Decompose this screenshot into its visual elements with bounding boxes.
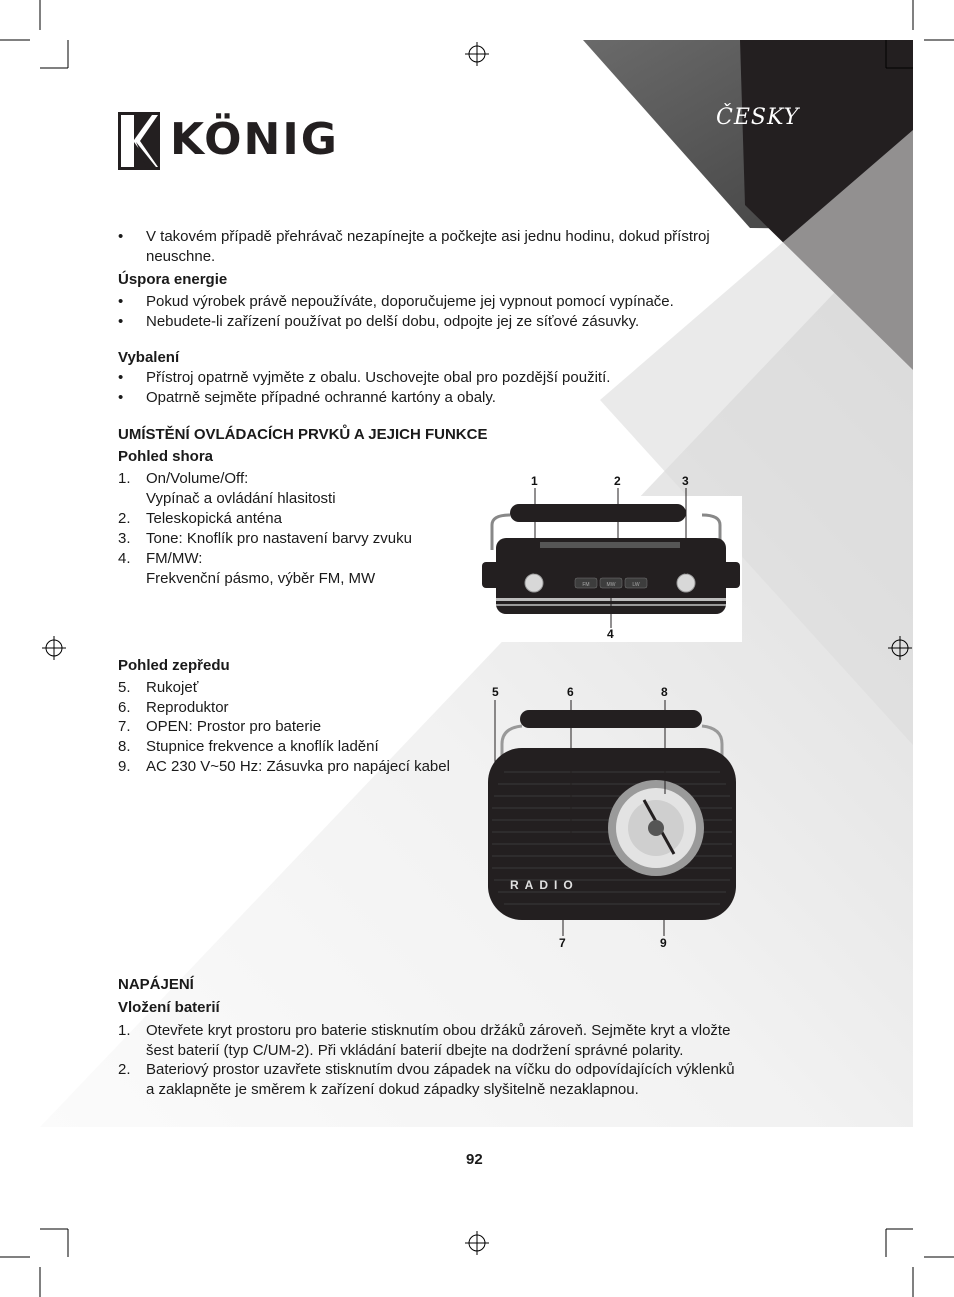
callout-8: 8 xyxy=(661,685,668,699)
battery-item-1-line1: Otevřete kryt prostoru pro baterie stisknutím obou držáků zároveň. Sejměte kryt a vložte xyxy=(146,1022,731,1039)
controls-heading: UMÍSTĚNÍ OVLÁDACÍCH PRVKŮ A JEJICH FUNKCE xyxy=(118,426,488,443)
front-item-7: OPEN: Prostor pro baterie xyxy=(146,718,322,735)
battery-item-1-line2: šest baterií (typ C/UM-2). Při vkládání baterií dbejte na dodržení správné polarity. xyxy=(146,1042,684,1059)
radio-front-view-illustration xyxy=(484,682,740,952)
top-view-heading: Pohled shora xyxy=(118,448,214,465)
front-item-8: Stupnice frekvence a knoflík ladění xyxy=(146,738,379,755)
page-number: 92 xyxy=(466,1151,483,1168)
fm-button-label: FM xyxy=(582,582,590,588)
top-item-1-line2: Vypínač a ovládání hlasitosti xyxy=(146,490,336,507)
top-item-1-line1: On/Volume/Off: xyxy=(146,470,249,487)
callout-3: 3 xyxy=(682,474,689,488)
top-item-2: Teleskopická anténa xyxy=(146,510,282,527)
list-number: 4. xyxy=(118,550,131,567)
callout-4: 4 xyxy=(607,627,614,641)
list-number: 5. xyxy=(118,679,131,696)
front-item-9: AC 230 V~50 Hz: Zásuvka pro napájecí kabel xyxy=(146,758,450,775)
bullet-dot: • xyxy=(118,369,124,386)
radio-top-view-figure xyxy=(470,470,742,642)
list-number: 2. xyxy=(118,1061,131,1078)
top-item-4-line2: Frekvenční pásmo, výběr FM, MW xyxy=(146,570,376,587)
unpack-bullet-1: Přístroj opatrně vyjměte z obalu. Uschovejte obal pro pozdější použití. xyxy=(146,369,611,386)
battery-item-2-line1: Bateriový prostor uzavřete stisknutím dvou západek na víčku do odpovídajících výklenků xyxy=(146,1061,735,1078)
list-number: 7. xyxy=(118,718,131,735)
callout-7: 7 xyxy=(559,936,566,950)
top-item-3: Tone: Knoflík pro nastavení barvy zvuku xyxy=(146,530,412,547)
list-number: 1. xyxy=(118,1022,131,1039)
list-number: 3. xyxy=(118,530,131,547)
list-number: 1. xyxy=(118,470,131,487)
energy-bullet-2: Nebudete-li zařízení používat po delší dobu, odpojte jej ze síťové zásuvky. xyxy=(146,313,640,330)
radio-brand-text: RADIO xyxy=(510,878,579,892)
konig-logo xyxy=(118,112,348,172)
bullet-dot: • xyxy=(118,389,124,406)
bullet-dot: • xyxy=(118,293,124,310)
power-heading: NAPÁJENÍ xyxy=(118,976,194,993)
bullet-dot: • xyxy=(118,313,124,330)
list-number: 2. xyxy=(118,510,131,527)
front-item-5: Rukojeť xyxy=(146,679,199,696)
language-label: ČESKY xyxy=(716,105,800,130)
callout-5: 5 xyxy=(492,685,499,699)
intro-bullet-text: V takovém případě přehrávač nezapínejte a počkejte asi jednu hodinu, dokud přístroj xyxy=(146,228,710,245)
battery-heading: Vložení baterií xyxy=(118,999,220,1016)
list-number: 8. xyxy=(118,738,131,755)
callout-6: 6 xyxy=(567,685,574,699)
front-item-6: Reproduktor xyxy=(146,699,229,716)
callout-1: 1 xyxy=(531,474,538,488)
unpack-heading: Vybalení xyxy=(118,349,180,366)
front-view-heading: Pohled zepředu xyxy=(118,657,230,674)
energy-bullet-1: Pokud výrobek právě nepoužíváte, doporučujeme jej vypnout pomocí vypínače. xyxy=(146,293,674,310)
radio-top-view-illustration xyxy=(470,470,742,642)
lw-button-label: LW xyxy=(632,582,640,588)
callout-2: 2 xyxy=(614,474,621,488)
logo-text: KÖNIG xyxy=(170,114,339,165)
bullet-dot: • xyxy=(118,228,124,245)
list-number: 6. xyxy=(118,699,131,716)
top-item-4-line1: FM/MW: xyxy=(146,550,203,567)
battery-item-2-line2: a zaklapněte je směrem k zařízení dokud západky slyšitelně nezaklapnou. xyxy=(146,1081,639,1098)
unpack-bullet-2: Opatrně sejměte případné ochranné kartóny a obaly. xyxy=(146,389,496,406)
callout-9: 9 xyxy=(660,936,667,950)
radio-front-view-figure xyxy=(484,682,740,952)
list-number: 9. xyxy=(118,758,131,775)
intro-bullet-cont: neuschne. xyxy=(146,248,216,265)
mw-button-label: MW xyxy=(606,582,616,588)
energy-heading: Úspora energie xyxy=(118,271,228,288)
